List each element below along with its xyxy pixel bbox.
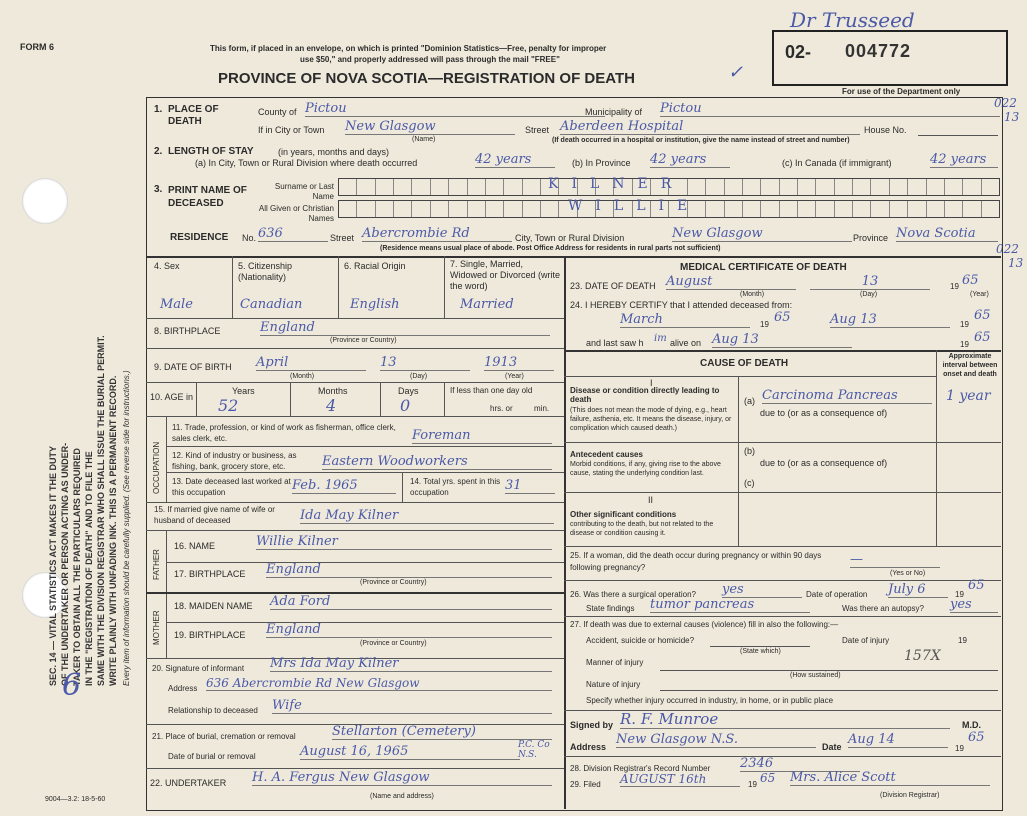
date-injury-label: Date of injury [842,636,890,645]
burial-place-label: 21. Place of burial, cremation or removal [152,732,296,741]
alive-on-label: alive on [670,338,702,348]
citizenship-value: Canadian [240,297,303,312]
approx-div [936,350,937,546]
age-months-value: 4 [326,396,337,415]
marital-value: Married [460,297,514,312]
wife-label: 15. If married give name of wife or husband of deceased [154,505,275,525]
q26-label: 26. Was there a surgical operation? [570,590,696,599]
title-checkmark: ✓ [728,62,744,83]
cause-row-1 [564,442,1001,443]
residence-label: RESIDENCE [170,232,229,243]
undertaker-value: H. A. Fergus New Glasgow [252,770,552,786]
stay-b-value: 42 years [650,152,730,168]
state-which-caption: (State which) [740,648,781,655]
informant-label: 20. Signature of informant [152,664,245,673]
other-conditions-note: contributing to the death, but not related to the disease or condition causing it. [570,521,714,537]
relationship-label: Relationship to deceased [168,706,258,715]
mail-notice-1: This form, if placed in an envelope, on which is printed "Dominion Statistics—Free, penalty for improper [210,44,607,53]
punch-hole-top [22,178,68,224]
occ-div-1 [166,446,564,447]
form-title: PROVINCE OF NOVA SCOTIA—REGISTRATION OF DEATH [218,70,635,87]
divider-main [146,256,1001,258]
stay-c-value: 42 years [930,152,998,168]
findings-value: tumor pancreas [650,597,810,613]
side-instruction-2: OF THE UNDERTAKER OR PERSON ACTING AS UNDER- [60,442,70,686]
mother-birth-value: England [266,622,552,638]
street-label: Street [525,125,550,135]
med-address-label: Address [570,742,607,752]
dept-code-4: 13 [1008,256,1024,270]
cause-label-div [738,376,739,546]
approx-interval-label: Approximate interval between onset and death [942,353,998,378]
mother-maiden-value: Ada Ford [270,594,552,610]
side-instruction-4: IN THE "REGISTRATION OF DEATH" AND TO FILE THE [84,451,94,686]
occ11-value: Foreman [412,428,552,444]
col-divider-1 [232,256,233,318]
cause-a-label: (a) [744,396,755,406]
stay-a-label: (a) In City, Town or Rural Division where death occurred [195,158,418,168]
margin-mark: 6 [62,668,82,703]
street-value: Aberdeen Hospital [560,119,860,135]
filed-year-value: 65 [760,771,776,785]
center-divider [564,256,566,809]
med-year-prefix: 19 [955,744,964,753]
death-day-caption: (Day) [860,291,878,298]
autopsy-value: yes [950,597,998,613]
stay-b-label: (b) In Province [572,158,631,168]
birth19-label: 19. BIRTHPLACE [174,630,246,640]
maiden18-label: 18. MAIDEN NAME [174,601,253,611]
father-name-value: Willie Kilner [256,534,552,550]
disease-note: (This does not mean the mode of dying, e.g., heart failure, asthenia, etc. It means the disease, injury, or complication which caused death.) [570,407,732,432]
dob-label: 9. DATE OF BIRTH [154,362,232,372]
occ14-value: 31 [505,478,555,494]
op-year-prefix: 19 [955,590,964,599]
accident-line [710,646,810,647]
birth17-label: 17. BIRTHPLACE [174,569,246,579]
age-label: 10. AGE in [150,392,194,402]
dept-code-3: 022 [996,242,1019,256]
attended-from-year: 65 [774,310,791,325]
death-month-value: August [666,274,796,290]
q25-label: 25. If a woman, did the death occur during pregnancy or within 90 days following pregnancy? [570,551,822,572]
birth17-caption: (Province or Country) [360,579,427,586]
him-value: im [654,333,667,344]
registration-prefix: 02- [785,42,812,62]
age-days-label: Days [398,386,419,396]
medical-certificate-title: MEDICAL CERTIFICATE OF DEATH [680,262,847,273]
nature-label: Nature of injury [586,680,641,689]
hospital-note: (If death occurred in a hospital or institution, give the name instead of street and number) [552,137,850,144]
residence-no-label: No. [242,233,257,243]
last-saw-prefix: 19 [960,340,969,349]
print-num: 3. [154,184,163,195]
last-saw-value: Aug 13 [712,332,852,348]
col-divider-3 [444,256,445,318]
registration-number: 004772 [845,41,912,61]
other-conditions-label: Other significant conditions [570,510,677,519]
injury-year-prefix: 19 [958,636,967,645]
department-use-label: For use of the Department only [842,87,961,96]
dob-day-caption: (Day) [410,373,428,380]
place-of-death-label: PLACE OF DEATH [168,104,219,127]
divider-15 [146,530,564,531]
occ-div-2 [166,472,564,473]
due-to-1: due to (or as a consequence of) [760,408,888,418]
dept-code-1: 022 [994,96,1017,110]
age-years-value: 52 [218,396,239,415]
signed-by-value: R. F. Munroe [620,710,950,729]
occ-div-3 [402,472,403,502]
birthplace-value: England [260,320,550,336]
roman-2: II [648,495,654,505]
q25-value: — [850,552,940,568]
parent-divider [166,530,167,658]
q29-label: 29. Filed [570,780,601,789]
birthplace-label: 8. BIRTHPLACE [154,326,221,336]
manner-label: Manner of injury [586,658,644,667]
med-address-value: New Glasgow N.S. [616,732,816,748]
municipality-value: Pictou [660,101,1000,117]
roman-1: I [650,378,653,388]
occ12-label: 12. Kind of industry or business, as fishing, bank, grocery store, etc. [172,451,297,471]
disease-label: Disease or condition directly leading to death [570,386,720,404]
house-no-line [918,135,998,136]
antecedent-note: Morbid conditions, if any, giving rise to the above cause, stating the underlying condition last. [570,461,721,477]
top-signature: Dr Trusseed [790,8,915,32]
cause-sub-top [564,376,936,377]
wife-value: Ida May Kilner [300,508,554,524]
cause-of-death-title: CAUSE OF DEATH [700,358,789,369]
side-instruction-1: SEC. 14 — VITAL STATISTICS ACT MAKES IT THE DUTY [48,445,58,686]
name-caption: (Name) [412,136,436,143]
less-than-day-label: If less than one day old [450,386,533,395]
stay-note: (in years, months and days) [278,147,390,157]
cause-c-label: (c) [744,478,755,488]
divider-9 [146,382,564,383]
interval-value: 1 year [946,388,991,404]
how-sustained-caption: (How sustained) [790,672,841,679]
house-no-label: House No. [864,125,907,135]
citizenship-label: 5. Citizenship (Nationality) [238,261,293,282]
mother-label: MOTHER [152,610,161,645]
md-label: M.D. [962,720,981,730]
stay-num: 2. [154,146,163,157]
residence-note: (Residence means usual place of abode. Post Office Address for residents in rural parts not sufficient) [380,245,721,252]
division-registrar-caption: (Division Registrar) [880,792,940,799]
med-date-label: Date [822,742,842,752]
surname-value: KILNER [548,176,685,192]
length-of-stay-label: LENGTH OF STAY [168,146,254,157]
birthplace-caption: (Province or Country) [330,337,397,344]
burial-place-value: Stellarton (Cemetery) [332,724,552,740]
print-name-label: PRINT NAME OF DECEASED [168,185,247,209]
cause-row-2 [564,492,1001,493]
side-instruction-3: TAKER TO OBTAIN ALL THE PARTICULARS REQUIRED [72,448,82,686]
residence-street-value: Abercrombie Rd [362,226,512,242]
dob-day-value: 13 [380,355,470,371]
occ13-value: Feb. 1965 [292,478,396,494]
birth19-caption: (Province or Country) [360,640,427,647]
sex-label: 4. Sex [154,261,180,271]
footer-code: 9004—3.2: 18-5-60 [45,796,106,803]
record-no-value: 2346 [740,756,860,772]
death-month-caption: (Month) [740,291,765,298]
burial-date-label: Date of burial or removal [168,752,256,761]
divider-14 [146,502,564,503]
residence-street-label: Street [330,233,355,243]
residence-city-label: City, Town or Rural Division [515,233,625,243]
filed-value: AUGUST 16th [620,772,740,787]
cause-b-label: (b) [744,446,755,456]
burial-date-value: August 16, 1965 [300,744,520,760]
age-div-2 [290,382,291,416]
residence-province-label: Province [853,233,889,243]
dob-year-caption: (Year) [505,373,524,380]
form-number: FORM 6 [20,42,55,52]
sex-value: Male [160,297,193,312]
attended-to-prefix: 19 [960,320,969,329]
cause-bottom [564,546,1001,547]
age-div-3 [380,382,381,416]
side-instruction-7: Every item of information should be carefully supplied. (See reverse side for instructions.) [122,370,131,686]
date-of-death-label: 23. DATE OF DEATH [570,281,656,291]
divider-4 [146,318,564,319]
city-town-value: New Glasgow [345,119,515,135]
occupation-label: OCCUPATION [152,441,161,494]
relationship-value: Wife [272,698,552,714]
autopsy-label: Was there an autopsy? [842,604,924,613]
yes-no-caption: (Yes or No) [890,570,926,577]
racial-value: English [350,297,400,312]
specify-label: Specify whether injury occurred in industry, in home, or in public place [586,696,834,705]
place-num: 1. [154,104,163,115]
informant-address-label: Address [168,684,198,693]
stay-c-label: (c) In Canada (if immigrant) [782,158,892,168]
filed-year-prefix: 19 [748,780,757,789]
age-days-value: 0 [400,396,411,415]
stamp-number: 157X [904,648,941,664]
hrs-label: hrs. or [490,404,513,413]
informant-value: Mrs Ida May Kilner [270,656,552,672]
dob-year-value: 1913 [484,355,554,371]
last-saw-label: and last saw h [586,338,644,348]
date-operation-label: Date of operation [806,590,868,599]
informant-address-value: 636 Abercrombie Rd New Glasgow [206,676,552,691]
racial-label: 6. Racial Origin [344,261,406,271]
divider-10 [146,416,564,417]
side-instruction-5: SAME WITH THE DIVISION REGISTRAR WHO SHALL ISSUE THE BURIAL PERMIT. [96,335,106,686]
occ14-label: 14. Total yrs. spent in this occupation [410,477,501,497]
op-year-value: 65 [968,578,985,593]
med-year-value: 65 [968,730,985,745]
death-year-value: 65 [962,273,979,288]
dob-month-caption: (Month) [290,373,315,380]
attended-from-value: March [620,312,750,328]
residence-city-value: New Glasgow [672,226,852,242]
city-town-label: If in City or Town [258,125,325,135]
manner-line [660,670,998,671]
death-year-prefix: 19 [950,282,959,291]
nature-line [660,690,998,691]
attended-from-prefix: 19 [760,320,769,329]
death-day-value: 13 [810,274,930,290]
age-years-label: Years [232,386,255,396]
antecedent-label: Antecedent causes [570,450,643,459]
occ12-value: Eastern Woodworkers [322,454,552,470]
occ13-label: 13. Date deceased last worked at this occupation [172,477,291,497]
state-findings-label: State findings [586,604,635,613]
attended-to-year: 65 [974,308,991,323]
burial-note: P.C. Co N.S. [518,740,550,760]
attended-to-value: Aug 13 [830,312,950,328]
undertaker-caption: (Name and address) [370,793,434,800]
surname-label: Surname or Last Name [274,182,334,201]
dept-code-2: 13 [1004,110,1020,124]
cause-a-value: Carcinoma Pancreas [762,388,932,404]
mail-notice-2: use $50," and properly addressed will pass through the mail "FREE" [300,55,560,64]
divider-22 [146,768,564,769]
residence-no-value: 636 [258,226,328,242]
side-instruction-6: WRITE PLAINLY WITH UNFADING INK. THIS IS A PERMANENT RECORD. [108,375,118,686]
father-label: FATHER [152,549,161,580]
last-saw-year: 65 [974,330,991,345]
signed-by-label: Signed by [570,720,614,730]
father-birth-value: England [266,562,552,578]
med-date-value: Aug 14 [848,732,948,748]
surgical-value: yes [722,582,802,598]
stay-a-value: 42 years [475,152,555,168]
col-divider-2 [338,256,339,318]
due-to-2: due to (or as a consequence of) [760,458,888,468]
county-value: Pictou [305,101,605,117]
county-label: County of [258,107,297,117]
municipality-label: Municipality of [585,107,643,117]
accident-label: Accident, suicide or homicide? [586,636,695,645]
dob-month-value: April [256,355,366,371]
op-date-value: July 6 [888,582,948,598]
min-label: min. [534,404,550,413]
divider-8 [146,348,564,349]
occ11-label: 11. Trade, profession, or kind of work as fisherman, office clerk, sales clerk, etc. [172,423,396,443]
name16-label: 16. NAME [174,541,216,551]
age-div-1 [196,382,197,416]
certify-label: 24. I HEREBY CERTIFY that I attended deceased from: [570,300,793,310]
given-label: All Given or Christian Names [258,204,334,223]
death-year-caption: (Year) [970,291,989,298]
q28-label: 28. Division Registrar's Record Number [570,764,711,773]
q27-label: 27. If death was due to external causes (violence) fill in also the following:— [570,620,839,629]
residence-province-value: Nova Scotia [896,226,998,242]
age-div-4 [444,382,445,416]
undertaker-label: 22. UNDERTAKER [150,778,227,788]
divider-26 [564,616,1001,617]
registrar-value: Mrs. Alice Scott [790,770,990,786]
occupation-divider [166,416,167,502]
divider-25 [564,580,1001,581]
age-months-label: Months [318,386,348,396]
given-names-value: WILLIE [568,198,701,214]
marital-label: 7. Single, Married, Widowed or Divorced (write the word) [450,259,561,291]
